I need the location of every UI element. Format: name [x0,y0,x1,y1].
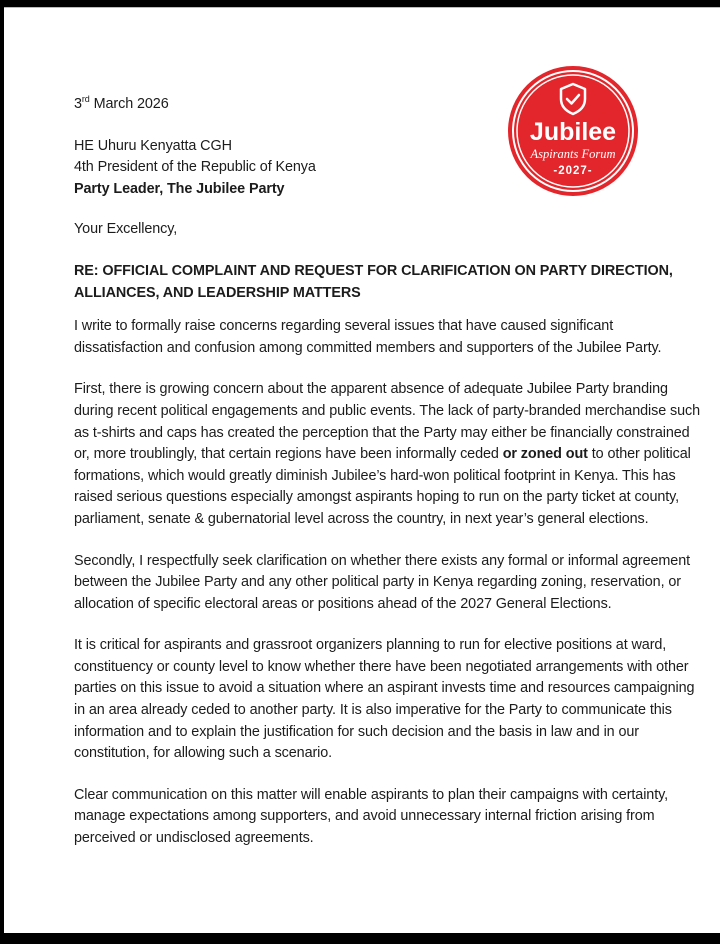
letter-date: 3rd March 2026 [74,94,169,112]
paragraph-agreement: Secondly, I respectfully seek clarification on whether there exists any formal or informal agreement between the Jubilee Party and any other political party in Kenya regarding zoning, reservation, or allocation of specific electoral areas or positions ahead of the 2027 General Elections. [74,552,691,612]
letter-page [4,7,720,933]
recipient-role: Party Leader, The Jubilee Party [74,180,285,197]
paragraph-aspirants: It is critical for aspirants and grassroot organizers planning to run for elective positions at ward, constituency or county level to know whether there have been negotiated arrangements with other parties on this issue to avoid a situation where an aspirant invests time and resources campaigning in an area already ceded to another party. It is also imperative for the Party to communicate this information and to explain the justification for such decision and the basis in law and in our constitution, for allowing such a scenario. [74,637,695,762]
salutation: Your Excellency, [74,221,178,238]
subject-line: RE: OFFICIAL COMPLAINT AND REQUEST FOR CLARIFICATION ON PARTY DIRECTION, ALLIANCES, AND LEADERSHIP MATTERS [74,262,673,301]
recipient-block [74,136,704,201]
recipient-name: HE Uhuru Kenyatta CGH [74,137,232,154]
svg-text:Aspirants Forum: Aspirants Forum [530,147,616,161]
paragraph-branding: First, there is growing concern about the apparent absence of adequate Jubilee Party branding during recent political engagements and public events. The lack of party-branded merchandise such as t-shirts and caps has created the perception that the Party may either be financially constrained or, more troublingly, that certain regions have been informally ceded or zoned out to other political formations, which would greatly diminish Jubilee’s hard-won political footprint in Kenya. This has raised serious questions especially amongst aspirants hoping to run on the party ticket at county, parliament, senate & gubernatorial level across the country, in next year’s general elections. [74,381,700,527]
svg-text:Jubilee: Jubilee [529,118,617,146]
paragraph-communication: Clear communication on this matter will enable aspirants to plan their campaigns with certainty, manage expectations among supporters, and avoid unnecessary internal friction arising from perceived or undisclosed agreements. [74,786,669,847]
paragraph-intro: I write to formally raise concerns regarding several issues that have caused significant dissatisfaction and confusion among committed members and supporters of the Jubilee Party. [74,318,662,356]
svg-text:-2027-: -2027- [553,165,593,177]
letter-body [74,94,704,870]
emphasis-zoned-out: or zoned out [502,446,588,463]
recipient-title: 4th President of the Republic of Kenya [74,159,316,176]
